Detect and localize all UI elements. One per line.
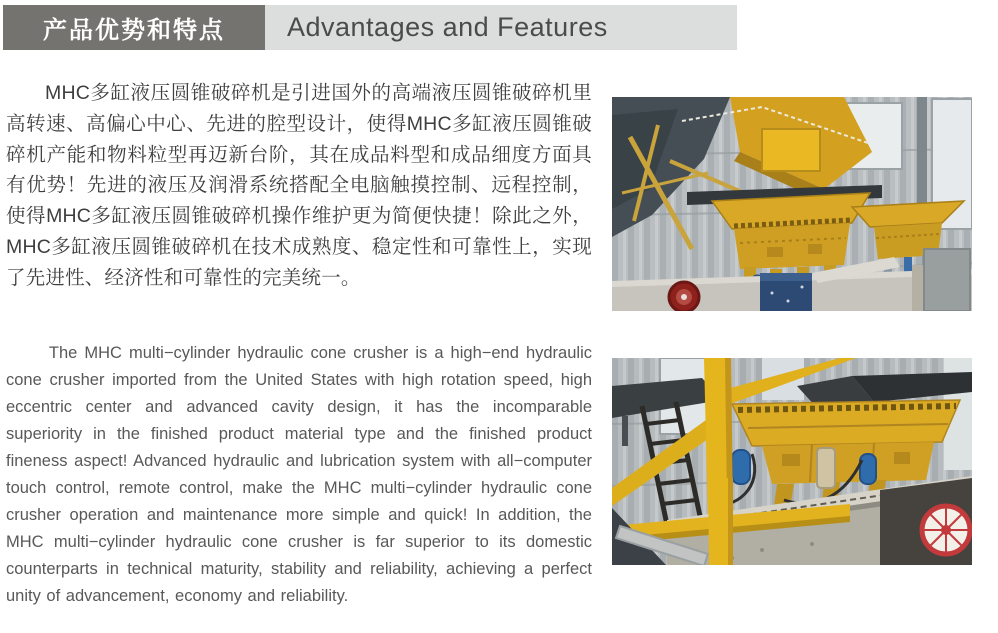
section-header xyxy=(3,5,737,50)
paragraph-chinese: MHC多缸液压圆锥破碎机是引进国外的高端液压圆锥破碎机里高转速、高偏心中心、先进的腔型设计，使得MHC多缸液压圆锥破碎机产能和物料粒型再迈新台阶，其在成品料型和成品细度方面具有优势！先进的液压及润滑系统搭配全电脑触摸控制、远程控制，使得MHC多缸液压圆锥破碎机操作维护更为简便快捷！除此之外，MHC多缸液压圆锥破碎机在技术成熟度、稳定性和可靠性上，实现了先进性、经济性和可靠性的完美统一。 xyxy=(6,82,592,289)
section-title-en-text: Advantages and Features xyxy=(287,12,608,42)
crusher-photo-2-image xyxy=(612,358,972,565)
paragraph-english: The MHC multi−cylinder hydraulic cone crusher is a high−end hydraulic cone crusher imported from the United States with high rotation speed, high eccentric center and advanced cavity design, it has the incomparable superiority in the finished product material type and the finished product fineness aspect! Advanced hydraulic and lubrication system with all−computer touch control, remote control, make the MHC multi−cylinder hydraulic cone crusher operation and maintenance more simple and quick! In addition, the MHC multi−cylinder hydraulic cone crusher is far superior to its domestic counterparts in technical maturity, stability and reliability, achieving a perfect unity of advancement, economy and reliability. xyxy=(6,343,592,605)
crusher-photo-2 xyxy=(612,358,972,565)
section-title-zh-text: 产品优势和特点 xyxy=(43,17,225,44)
section-title-zh xyxy=(3,5,265,50)
crusher-photo-1 xyxy=(612,97,972,311)
crusher-photo-1-image xyxy=(612,97,972,311)
text-column xyxy=(6,78,592,610)
section-title-en xyxy=(265,5,737,50)
